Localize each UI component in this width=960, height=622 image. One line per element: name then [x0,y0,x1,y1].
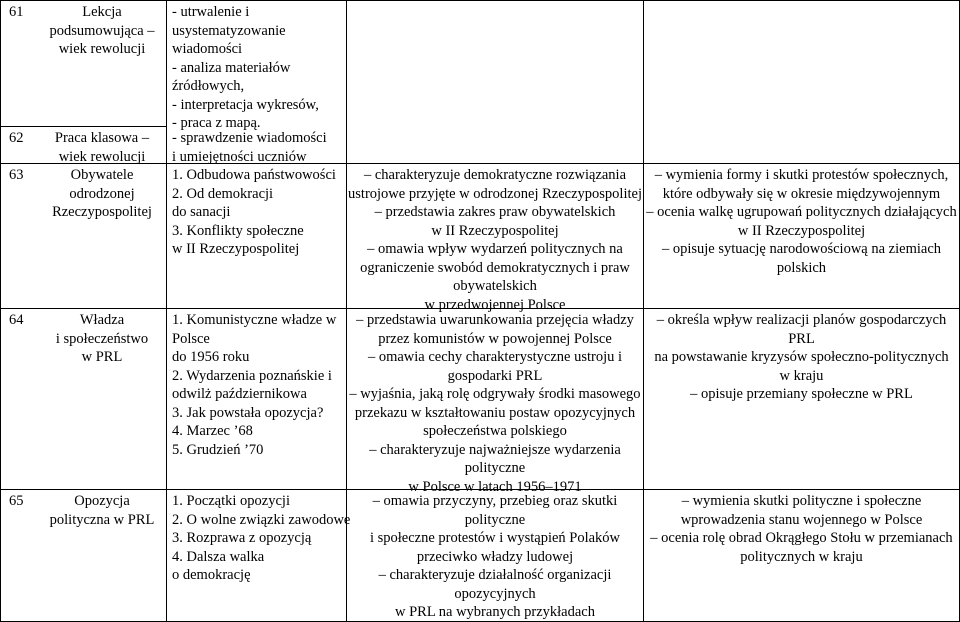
extended-requirements: – określa wpływ realizacji planów gospodarczych PRL na powstawanie kryzysów społeczno-politycznych w kraju – opisuje przemiany społeczne w PRL [654,312,949,402]
lesson-number: 61 [9,4,24,20]
lesson-number: 65 [9,493,24,509]
border-left [0,0,1,622]
lesson-topics: 1. Komunistyczne władze w Polsce do 1956 roku 2. Wydarzenia poznańskie i odwilż październikowa 3. Jak powstała opozycja? 4. Marzec ’68 5. Grudzień ’70 [172,312,337,458]
basic-requirements: – omawia przyczyny, przebieg oraz skutki polityczne i społeczne protestów i wystąpień Polaków przeciwko władzy ludowej – charakteryzuje działalność organizacji opozycyjnych w PRL na wybranych przykładach [369,493,621,620]
basic-requirements: – przedstawia uwarunkowania przejęcia władzy przez komunistów w powojennej Polsce – omawia cechy charakterystyczne ustroju i gospodarki PRL – wyjaśnia, jaką rolę odgrywały środki masowego przekazu w kształtowaniu postaw opozycyjnych społeczeństwa polskiego – charakteryzuje najważniejsze wydarzenia polityczne w Polsce w latach 1956–1971 [349,312,641,495]
lesson-title: Władza i społeczeństwo w PRL [55,312,149,365]
lesson-title: Praca klasowa – wiek rewolucji [54,130,150,165]
lesson-objectives: - utrwalenie i usystematyzowanie wiadomości - analiza materiałów źródłowych, - interpretacja wykresów, - praca z mapą. [172,4,319,131]
lesson-title: Obywatele odrodzonej Rzeczypospolitej [52,167,152,220]
basic-requirements: – charakteryzuje demokratyczne rozwiązania ustrojowe przyjęte w odrodzonej Rzeczypospolitej – przedstawia zakres praw obywatelskich w II Rzeczypospolitej – omawia wpływ wydarzeń politycznych na ograniczenie swobód demokratycznych i praw obywatelskich w przedwojennej Polsce [348,167,642,313]
border-top [0,0,960,1]
border-col1 [166,0,167,622]
lesson-topics: 1. Początki opozycji 2. O wolne związki zawodowe 3. Rozprawa z opozycją 4. Dalsza walka o demokrację [172,493,351,583]
lesson-topics: - sprawdzenie wiadomości i umiejętności uczniów [172,130,327,165]
extended-requirements: – wymienia skutki polityczne i społeczne wprowadzenia stanu wojennego w Polsce – ocenia rolę obrad Okrągłego Stołu w przemianach politycznych w kraju [650,493,953,565]
lesson-title: Lekcja podsumowująca – wiek rewolucji [49,4,155,57]
lesson-number: 64 [9,312,24,328]
extended-requirements: – wymienia formy i skutki protestów społecznych, które odbywały się w okresie międzywojennym – ocenia walkę ugrupowań politycznych działających w II Rzeczypospolitej – opisuje sytuację narodowościową na ziemiach polskich [646,167,957,276]
lesson-title: Opozycja polityczna w PRL [49,493,155,528]
row-divider-62 [0,126,166,127]
lesson-number: 62 [9,130,24,146]
lesson-topics: 1. Odbudowa państwowości 2. Od demokracji do sanacji 3. Konflikty społeczne w II Rzeczypospolitej [172,167,336,257]
lesson-number: 63 [9,167,24,183]
